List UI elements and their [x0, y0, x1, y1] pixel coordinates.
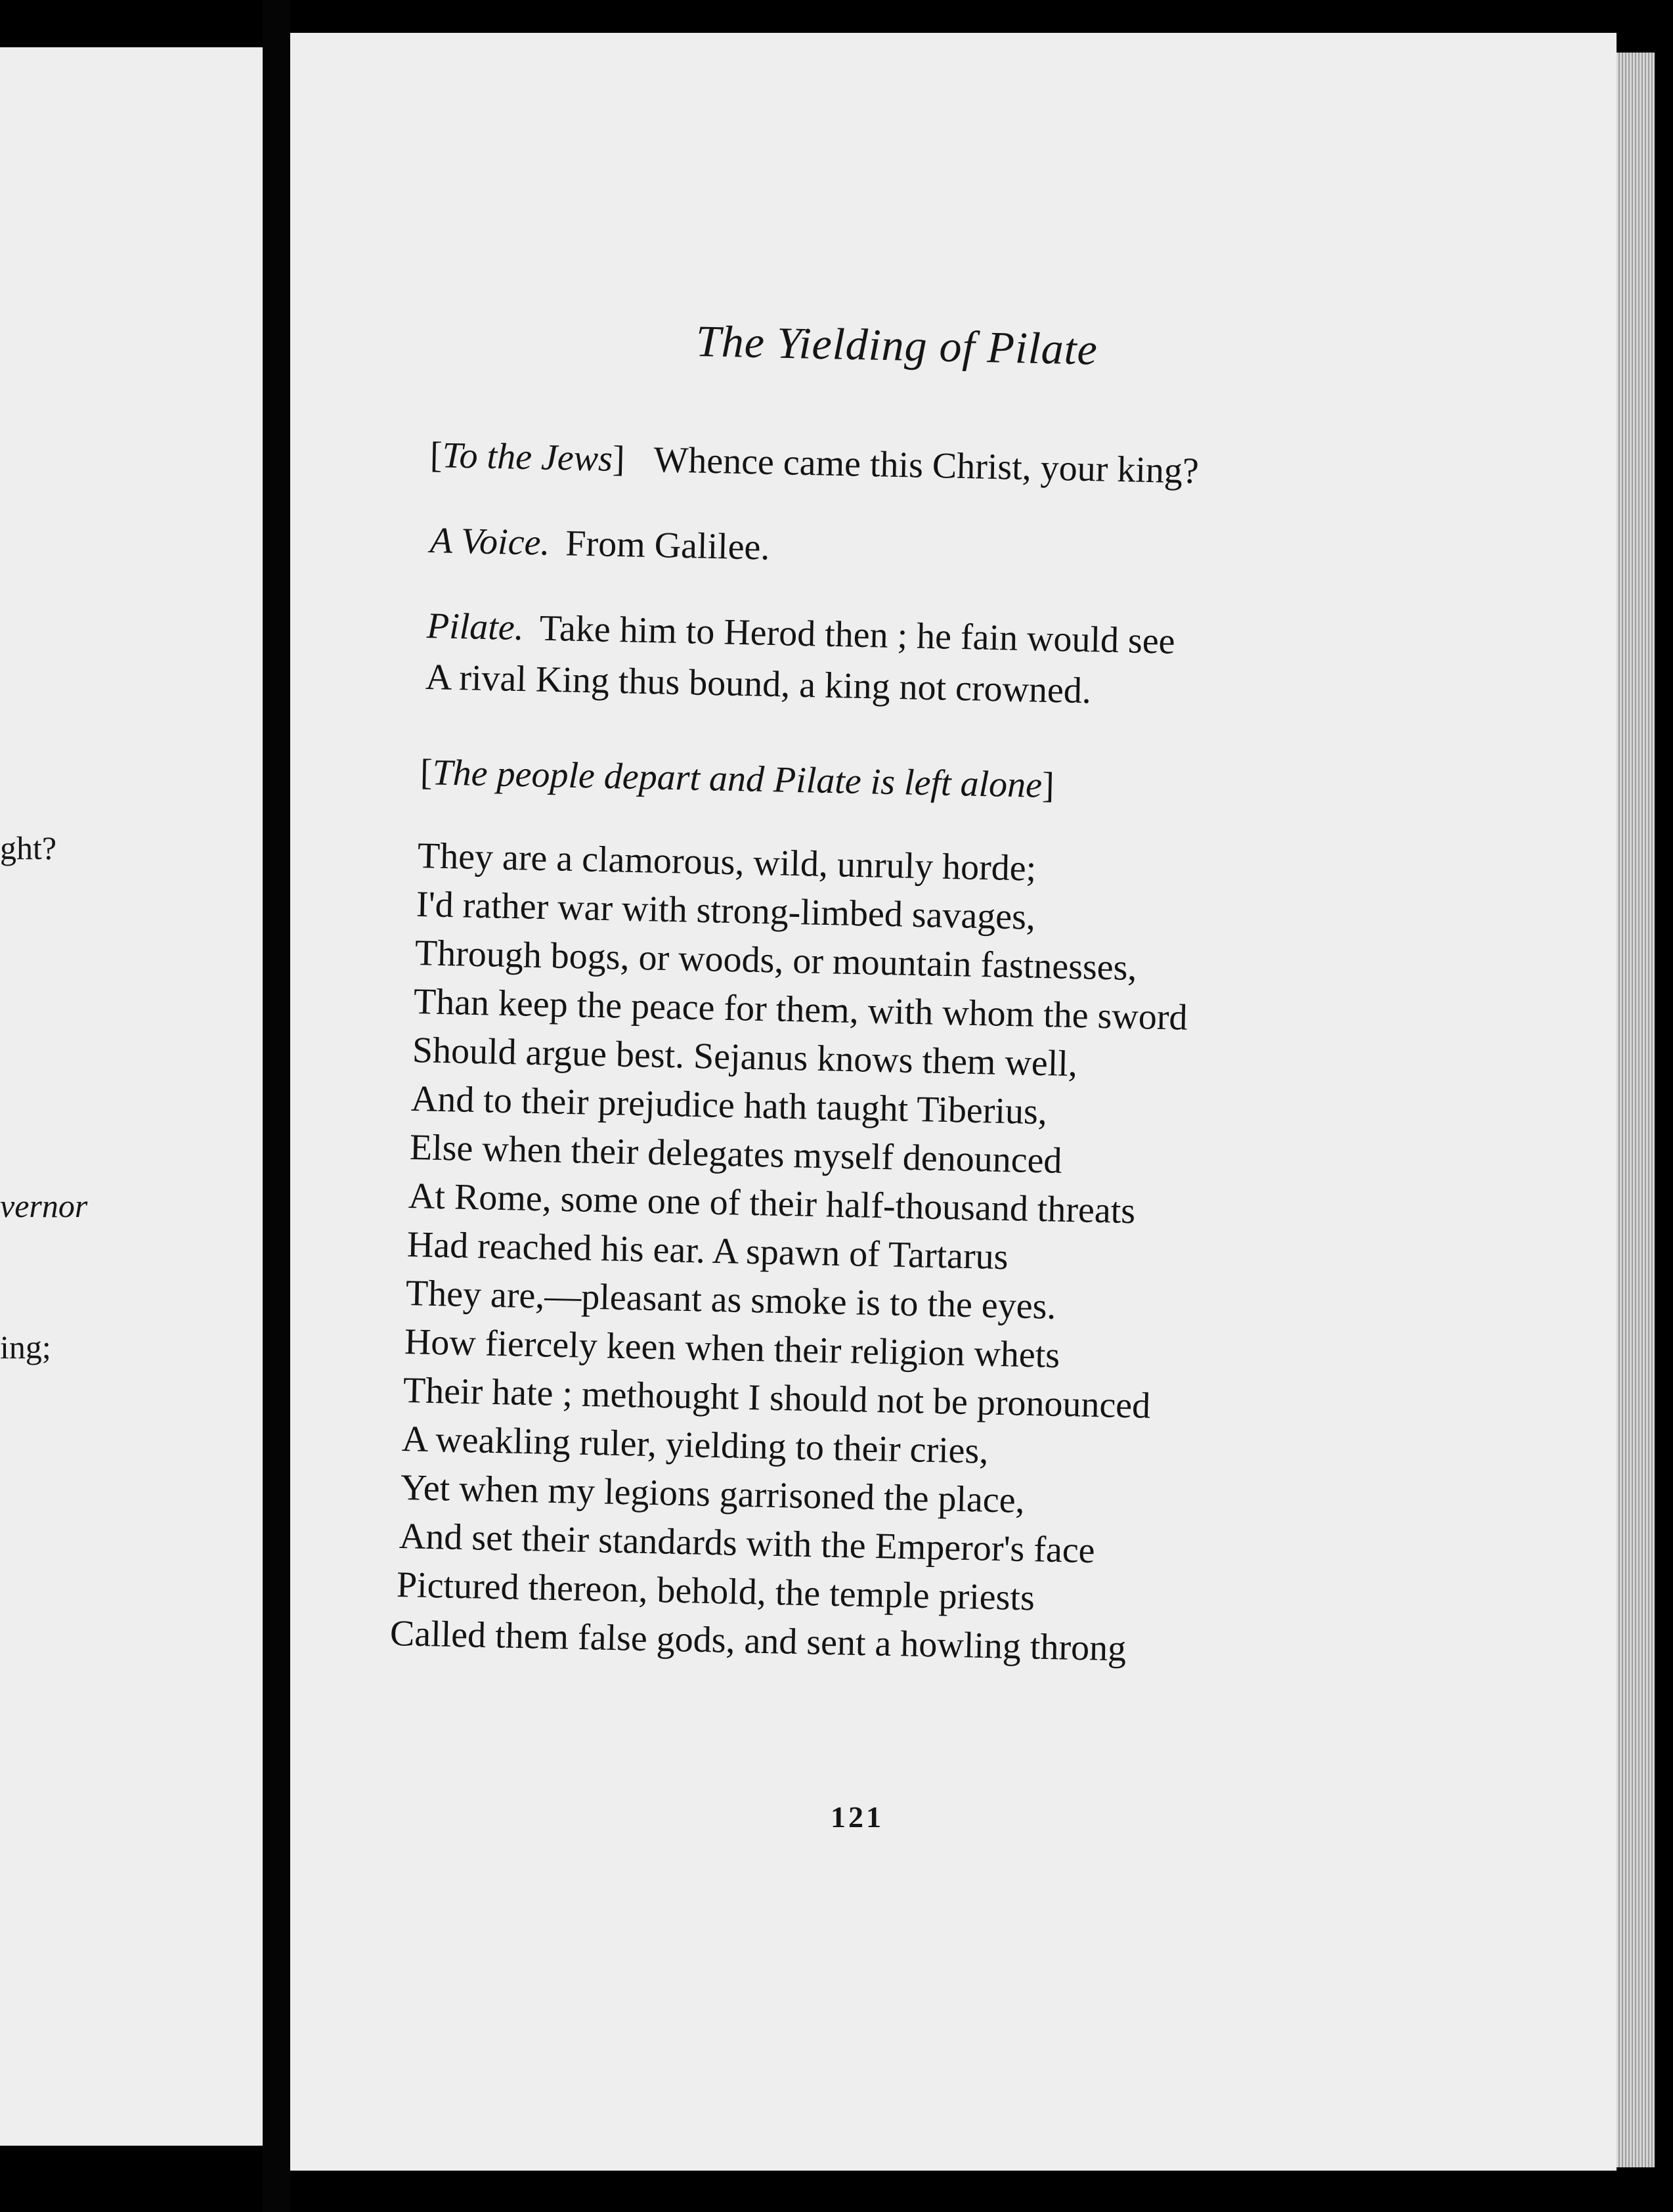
book-gutter	[263, 0, 290, 2212]
verse-line: I'd rather war with strong-limbed savages,	[416, 884, 1036, 938]
previous-page	[0, 47, 263, 2146]
verse-line: And to their prejudice hath taught Tiberius,	[410, 1078, 1048, 1133]
verse-line: And set their standards with the Emperor's face	[399, 1516, 1096, 1572]
stage-direction-inline: To the Jews	[442, 435, 613, 479]
verse-line: Than keep the peace for them, with whom the sword	[413, 981, 1188, 1038]
page-number: 121	[831, 1800, 884, 1834]
left-page-fragment-1: ght?	[0, 830, 57, 866]
verse-line: Pictured thereon, behold, the temple priests	[396, 1564, 1035, 1619]
left-page-fragment-3: ing;	[0, 1329, 51, 1365]
page-edges	[1617, 53, 1655, 2167]
verse-line: Called them false gods, and sent a howling throng	[389, 1613, 1127, 1670]
verse-line: Had reached his ear. A spawn of Tartarus	[406, 1224, 1009, 1278]
verse-line: How fiercely keen when their religion whets	[404, 1321, 1060, 1376]
speaker-name: A Voice.	[429, 520, 551, 564]
verse-line: Their hate ; methought I should not be pronounced	[402, 1370, 1151, 1427]
bracket-close: ]	[612, 438, 626, 480]
bracket-close: ]	[1041, 764, 1055, 807]
dialogue-line-3-continued: A rival King thus bound, a king not crowned.	[425, 657, 1092, 712]
verse-line: Should argue best. Sejanus knows them well,	[412, 1030, 1078, 1085]
verse-line: Through bogs, or woods, or mountain fastnesses,	[414, 933, 1138, 989]
left-page-fragment-2: vernor	[0, 1187, 88, 1224]
verse-line: They are,—pleasant as smoke is to the eyes.	[405, 1273, 1057, 1327]
speaker-name: Pilate.	[426, 606, 525, 649]
verse-line: At Rome, some one of their half-thousand threats	[408, 1176, 1136, 1232]
verse-line: Yet when my legions garrisoned the place,	[400, 1467, 1026, 1521]
speech-text: From Galilee.	[565, 523, 771, 568]
bracket-open: [	[429, 435, 443, 476]
running-header: The Yielding of Pilate	[695, 316, 1098, 374]
speech-text: Take him to Herod then ; he fain would see	[539, 608, 1176, 662]
stage-direction-text: The people depart and Pilate is left alone	[432, 752, 1043, 806]
speech-text: Whence came this Christ, your king?	[653, 439, 1200, 492]
verse-line: A weakling ruler, yielding to their cries,	[401, 1419, 989, 1472]
dialogue-line-2	[429, 522, 770, 566]
verse-line: Else when their delegates myself denounced	[409, 1127, 1063, 1182]
bracket-open: [	[420, 752, 433, 793]
verse-line: They are a clamorous, wild, unruly horde;	[417, 835, 1037, 889]
